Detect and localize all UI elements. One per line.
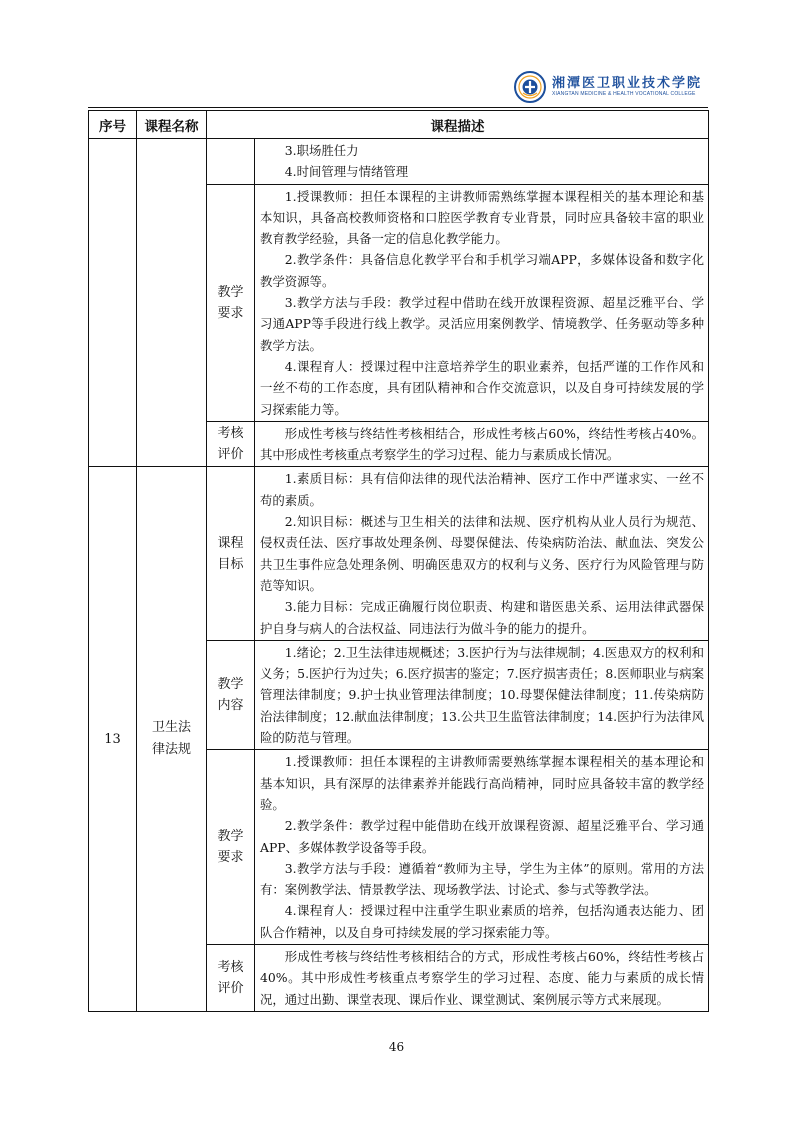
header-course-name: 课程名称: [137, 111, 207, 139]
content-cell: [255, 640, 709, 749]
college-emblem-icon: [514, 71, 546, 103]
college-name-en: XIANGTAN MEDICINE & HEALTH VOCATIONAL COLLEGE: [551, 91, 696, 97]
cont-eval-cell: [255, 421, 709, 467]
eval-cell: [255, 944, 709, 1011]
cont-req-label: 教学 要求: [207, 184, 255, 421]
cont-line: 3.职场胜任力: [284, 143, 359, 158]
course-name: 卫生法 律法规: [137, 467, 207, 1011]
college-logo: [514, 70, 702, 104]
cont-lines-cell: [255, 139, 709, 185]
goal-para: 2.知识目标：概述与卫生相关的法律和法规、医疗机构从业人员行为规范、侵权责任法、医疗事故处理条例、母婴保健法、传染病防治法、献血法、突发公共卫生事件应急处理条例、明确医患双方的权利与义务、医疗行为风险管理与防范等知识。: [260, 514, 704, 593]
goal-para: 3.能力目标：完成正确履行岗位职责、构建和谐医患关系、运用法律武器保护自身与病人的合法权益、同违法行为做斗争的能力的提升。: [260, 599, 704, 636]
goal-label: 课程 目标: [207, 467, 255, 640]
cont-req-para: 1.授课教师：担任本课程的主讲教师需熟练掌握本课程相关的基本理论和基本知识，具备高校教师资格和口腔医学教育专业背景，同时应具备较丰富的职业教育教学经验，具备一定的信息化教学能力。: [260, 188, 704, 247]
table-header-row: [89, 111, 709, 139]
cont-eval-text: 形成性考核与终结性考核相结合，形成性考核占60%，终结性考核占40%。其中形成性考核重点考察学生的学习过程、能力与素质成长情况。: [260, 425, 704, 463]
header-course-desc: 课程描述: [207, 111, 709, 139]
table-row: [89, 467, 709, 640]
eval-label: 考核 评价: [207, 944, 255, 1011]
content-label: 教学 内容: [207, 640, 255, 749]
college-name-cn: 湘潭医卫职业技术学院: [551, 76, 702, 91]
cont-seq-cell: [89, 139, 137, 467]
cont-sub-cell: [207, 139, 255, 185]
cont-req-cell: [255, 184, 709, 421]
header-seq: 序号: [89, 111, 137, 139]
goal-para: 1.素质目标：具有信仰法律的现代法治精神、医疗工作中严谨求实、一丝不苟的素质。: [260, 471, 704, 508]
cont-name-cell: [137, 139, 207, 467]
table-row: [89, 139, 709, 185]
goal-cell: [255, 467, 709, 640]
req-cell: [255, 750, 709, 945]
cont-req-para: 3.教学方法与手段：教学过程中借助在线开放课程资源、超星泛雅平台、学习通APP等手段进行线上教学。灵活应用案例教学、情境教学、任务驱动等多种教学方法。: [260, 295, 704, 353]
cont-req-para: 2.教学条件：具备信息化教学平台和手机学习端APP，多媒体设备和数字化教学资源等。: [260, 252, 704, 289]
course-seq: 13: [89, 467, 137, 1011]
page-header: [88, 64, 708, 108]
cont-req-para: 4.课程育人：授课过程中注意培养学生的职业素养，包括严谨的工作作风和一丝不苟的工作态度，具有团队精神和合作交流意识，以及自身可持续发展的学习探索能力等。: [260, 358, 704, 417]
content-text: 1.绪论；2.卫生法律违规概述；3.医护行为与法律规制；4.医患双方的权利和义务；5.医护行为过失；6.医疗损害的鉴定；7.医疗损害责任；8.医师职业与病案管理法律制度；9.护士执业管理法律制度；10.母婴保健法律制度；11.传染病防治法律制度；12.献血法律制度；13.公共卫生监管法律制度；14.医护行为法律风险的防范与管理。: [260, 644, 704, 746]
cont-line: 4.时间管理与情绪管理: [284, 164, 409, 180]
req-para: 1.授课教师：担任本课程的主讲教师需要熟练掌握本课程相关的基本理论和基本知识，具有深厚的法律素养并能践行高尚精神，同时应具备较丰富的教学经验。: [260, 754, 704, 812]
req-para: 3.教学方法与手段：遵循着“教师为主导，学生为主体”的原则。常用的方法有：案例教学法、情景教学法、现场教学法、讨论式、参与式等教学法。: [260, 860, 704, 898]
course-table: [88, 110, 709, 1012]
cont-eval-label: 考核 评价: [207, 421, 255, 467]
header-rule: [88, 107, 708, 108]
req-para: 4.课程育人：授课过程中注重学生职业素质的培养，包括沟通表达能力、团队合作精神，以及自身可持续发展的学习探索能力等。: [260, 903, 704, 940]
req-para: 2.教学条件：教学过程中能借助在线开放课程资源、超星泛雅平台、学习通APP、多媒体教学设备等手段。: [260, 818, 704, 855]
page-number: 46: [388, 1040, 405, 1054]
req-label: 教学 要求: [207, 750, 255, 945]
eval-text: 形成性考核与终结性考核相结合的方式，形成性考核占60%，终结性考核占40%。其中形成性考核重点考察学生的学习过程、态度、能力与素质的成长情况，通过出勤、课堂表现、课后作业、课堂测试、案例展示等方式来展现。: [260, 948, 704, 1007]
